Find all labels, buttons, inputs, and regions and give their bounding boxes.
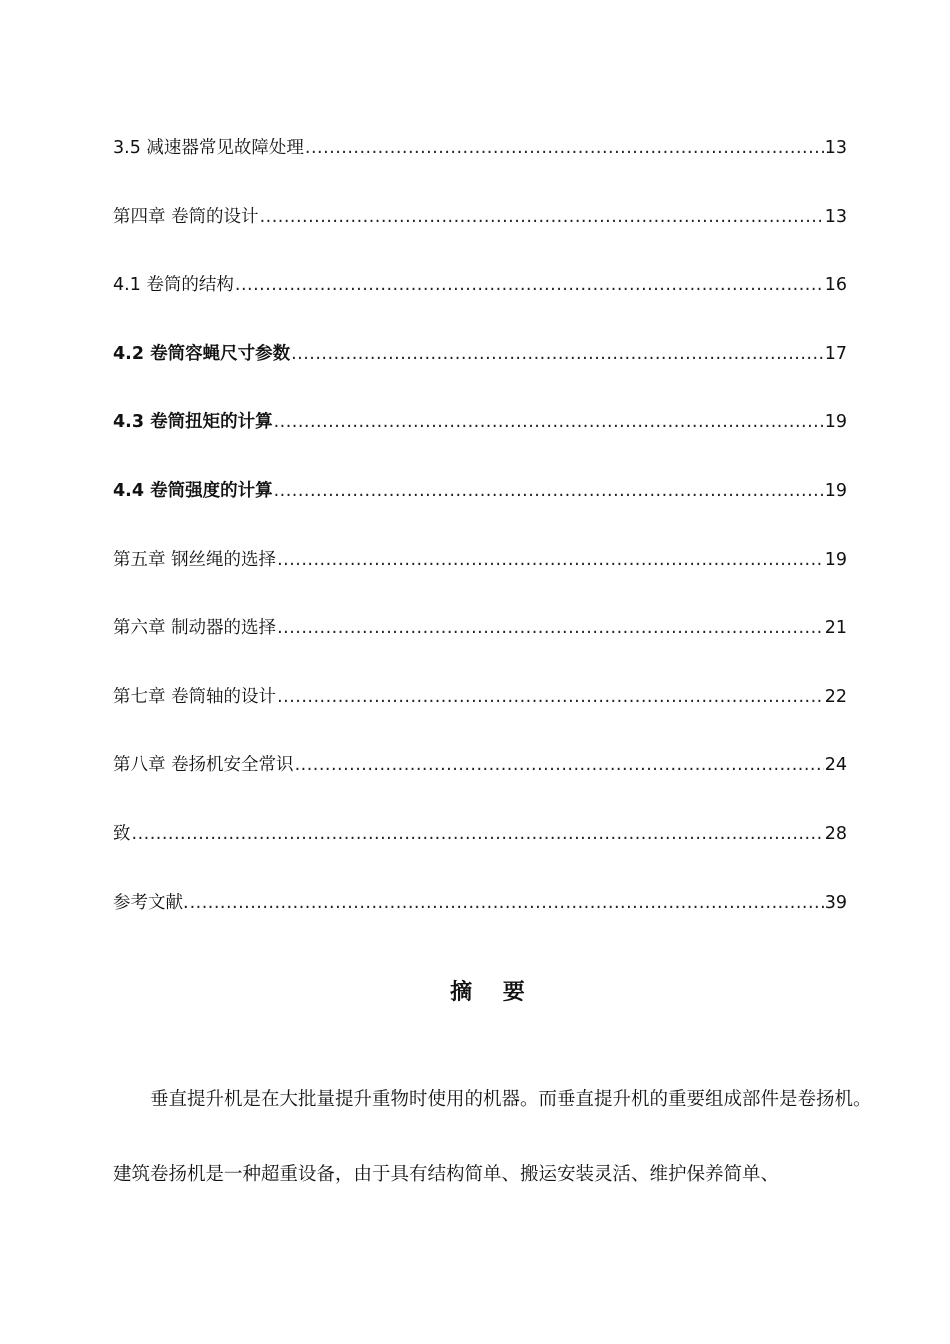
toc-leader-dots <box>274 410 824 434</box>
toc-entry-page: 19 <box>824 549 847 570</box>
toc-entry-page: 22 <box>824 686 847 707</box>
toc-leader-dots <box>260 205 824 229</box>
toc-entry-label: 第八章 卷扬机安全常识 <box>113 755 294 776</box>
toc-leader-dots <box>235 273 824 297</box>
toc-leader-dots <box>277 685 824 709</box>
toc-leader-dots <box>190 891 824 915</box>
toc-entry[interactable] <box>113 205 847 274</box>
toc-entry-label: 4.1 卷筒的结构 <box>113 275 234 296</box>
toc-entry[interactable] <box>113 548 847 617</box>
toc-leader-dots <box>305 136 824 160</box>
abstract-heading: 摘 要 <box>450 980 525 1005</box>
toc-entry[interactable] <box>113 822 847 891</box>
table-of-contents <box>113 136 847 959</box>
toc-entry-page: 16 <box>824 275 847 296</box>
toc-entry[interactable] <box>113 273 847 342</box>
toc-leader-dots <box>291 342 824 366</box>
toc-entry-label: 3.5 减速器常见故障处理 <box>113 138 304 158</box>
toc-leader-dots <box>277 616 824 640</box>
toc-entry-label: 第五章 钢丝绳的选择 <box>113 549 277 570</box>
toc-entry-label: 第四章 卷筒的设计 <box>113 206 259 227</box>
toc-leader-dots <box>295 753 824 777</box>
toc-entry[interactable] <box>113 891 847 960</box>
toc-entry-label: 4.2 卷筒容蝇尺寸参数 <box>113 343 291 364</box>
toc-entry[interactable] <box>113 342 847 411</box>
toc-entry[interactable] <box>113 479 847 548</box>
toc-entry-label: 4.3 卷筒扭矩的计算 <box>113 412 273 433</box>
toc-entry-page: 19 <box>824 412 847 433</box>
toc-entry-page: 17 <box>824 343 847 364</box>
toc-entry-page: 13 <box>824 206 847 227</box>
toc-leader-dots <box>277 548 824 572</box>
toc-leader-dots <box>274 479 824 503</box>
toc-leader-dots <box>132 822 824 846</box>
toc-entry[interactable] <box>113 685 847 754</box>
toc-entry-page: 19 <box>824 480 847 501</box>
toc-entry-page: 28 <box>824 823 847 844</box>
toc-entry-page: 21 <box>824 618 847 639</box>
toc-entry-page: 39 <box>824 892 847 913</box>
toc-entry-label: 第六章 制动器的选择 <box>113 618 277 639</box>
toc-entry-label: 致 <box>113 823 131 844</box>
toc-entry-label: 参考文献. <box>113 892 189 913</box>
toc-entry[interactable] <box>113 410 847 479</box>
abstract-paragraph: 垂直提升机是在大批量提升重物时使用的机器。而垂直提升机的重要组成部件是卷扬机。建筑卷扬机是一种超重设备，由于具有结构简单、搬运安装灵活、维护保养简单、 <box>113 1089 872 1185</box>
toc-entry-page: 13 <box>824 138 847 158</box>
toc-entry[interactable] <box>113 136 847 205</box>
toc-entry[interactable] <box>113 753 847 822</box>
toc-entry-label: 第七章 卷筒轴的设计 <box>113 686 277 707</box>
toc-entry-page: 24 <box>824 755 847 776</box>
toc-entry-label: 4.4 卷筒强度的计算 <box>113 480 273 501</box>
toc-entry[interactable] <box>113 616 847 685</box>
